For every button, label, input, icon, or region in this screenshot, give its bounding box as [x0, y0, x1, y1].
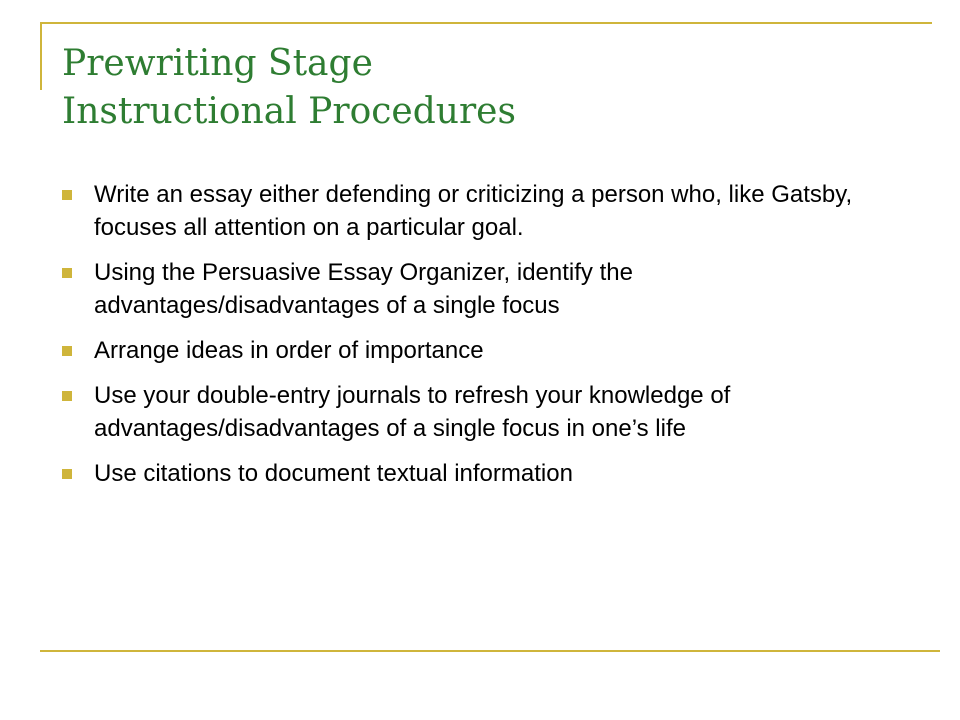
bullet-item — [62, 334, 912, 367]
bullet-text: Write an essay either defending or criticizing a person who, like Gatsby, focuses all attention on a particular goal. — [94, 181, 853, 241]
bullet-text: Arrange ideas in order of importance — [94, 337, 484, 364]
title-line-2: Instructional Procedures — [62, 91, 516, 132]
square-bullet-icon — [62, 469, 72, 479]
bottom-horizontal-rule — [40, 650, 940, 652]
bullet-item — [62, 178, 912, 244]
top-vertical-rule — [40, 22, 42, 90]
bullet-item — [62, 256, 912, 322]
bullet-text: Use citations to document textual information — [94, 460, 573, 487]
square-bullet-icon — [62, 268, 72, 278]
square-bullet-icon — [62, 190, 72, 200]
bullet-text: Use your double-entry journals to refresh your knowledge of advantages/disadvantages of a single focus in one’s life — [94, 382, 731, 442]
square-bullet-icon — [62, 346, 72, 356]
bullet-item — [62, 379, 912, 445]
slide-title — [62, 40, 922, 136]
square-bullet-icon — [62, 391, 72, 401]
bullet-text: Using the Persuasive Essay Organizer, identify the advantages/disadvantages of a single focus — [94, 259, 633, 319]
bullet-list — [62, 178, 912, 502]
bullet-item — [62, 457, 912, 490]
top-horizontal-rule — [40, 22, 932, 24]
title-line-1: Prewriting Stage — [62, 43, 373, 84]
